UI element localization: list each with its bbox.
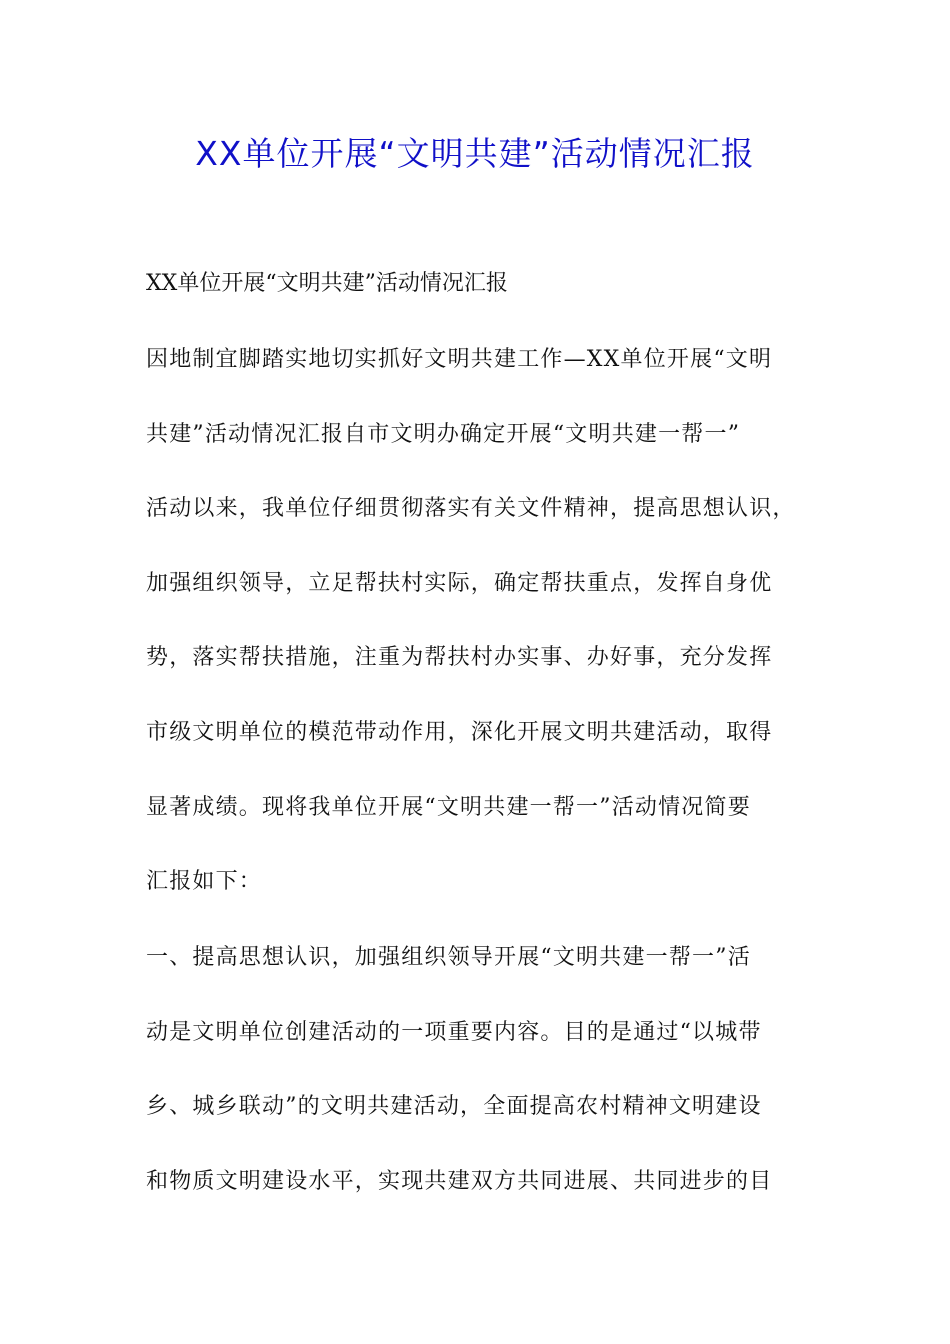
paragraph-line: 和物质文明建设水平，实现共建双方共同进展、共同进步的目: [146, 1168, 773, 1194]
document-title: XX单位开展“文明共建”活动情况汇报: [195, 134, 755, 173]
paragraph-line: 加强组织领导，立足帮扶村实际，确定帮扶重点，发挥自身优: [146, 570, 773, 596]
paragraph-line: 显著成绩。现将我单位开展“文明共建一帮一”活动情况简要: [146, 794, 751, 820]
paragraph-line: 动是文明单位创建活动的一项重要内容。目的是通过“以城带: [146, 1019, 762, 1045]
paragraph-line: 一、提高思想认识，加强组织领导开展“文明共建一帮一”活: [146, 945, 751, 970]
body-paragraph-2: [146, 940, 826, 1238]
paragraph-line: 势，落实帮扶措施，注重为帮扶村办实事、办好事，充分发挥: [146, 645, 773, 671]
paragraph-line: 汇报如下：: [146, 869, 263, 895]
paragraph-line: 活动以来，我单位仔细贯彻落实有关文件精神，提高思想认识，: [146, 496, 796, 522]
body-paragraph-1: [146, 342, 826, 939]
paragraph-line: 乡、城乡联动”的文明共建活动，全面提高农村精神文明建设: [146, 1094, 762, 1120]
document-subtitle: XX单位开展“文明共建”活动情况汇报: [146, 271, 508, 296]
paragraph-line: 市级文明单位的模范带动作用，深化开展文明共建活动，取得: [146, 719, 773, 745]
paragraph-line: 因地制宜脚踏实地切实抓好文明共建工作—XX单位开展“文明: [146, 347, 773, 372]
paragraph-line: 共建”活动情况汇报自市文明办确定开展“文明共建一帮一”: [146, 421, 741, 447]
